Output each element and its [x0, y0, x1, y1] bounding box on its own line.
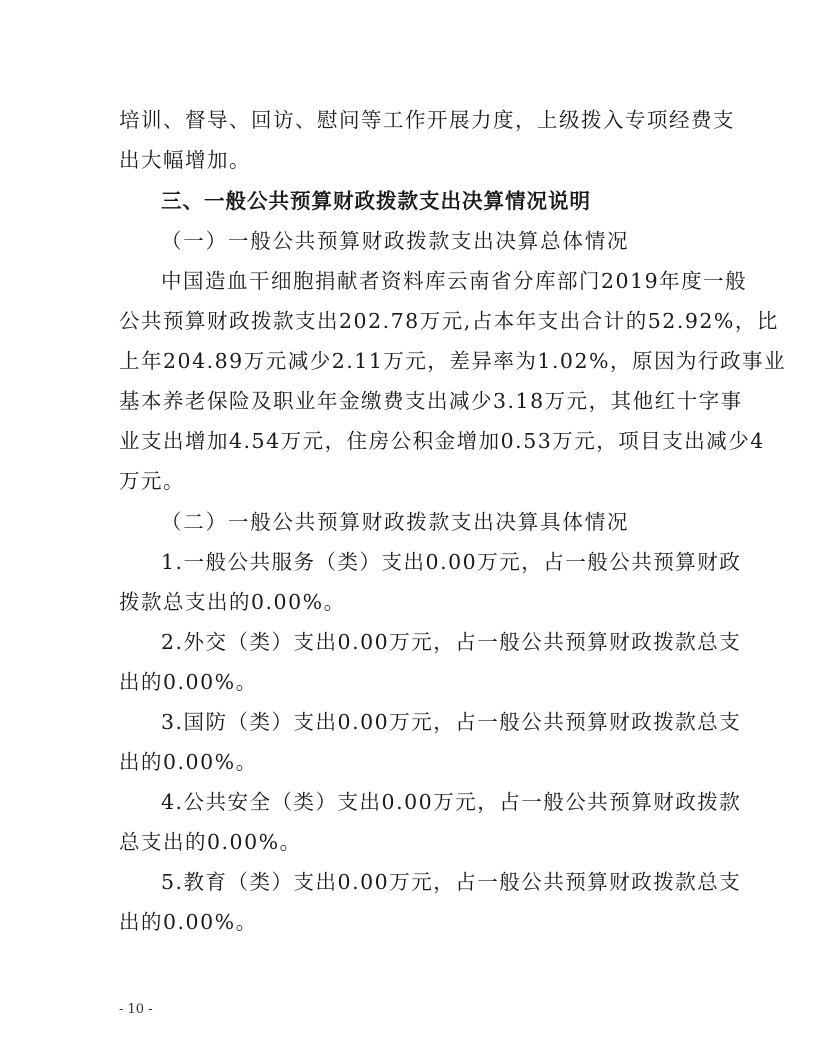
paragraph-line: 出大幅增加。: [119, 148, 251, 172]
paragraph-line: 基本养老保险及职业年金缴费支出减少3.18万元，其他红十字事: [119, 389, 743, 413]
paragraph-line: 中国造血干细胞捐献者资料库云南省分库部门2019年度一般: [161, 269, 748, 293]
list-item-line: 3.国防（类）支出0.00万元，占一般公共预算财政拨款总支: [161, 710, 742, 734]
paragraph-line: 培训、督导、回访、慰问等工作开展力度，上级拨入专项经费支: [119, 108, 735, 132]
section-heading: 三、一般公共预算财政拨款支出决算情况说明: [161, 189, 591, 213]
list-item-line: 5.教育（类）支出0.00万元，占一般公共预算财政拨款总支: [161, 870, 742, 894]
list-item-line: 总支出的0.00%。: [119, 830, 302, 854]
list-item-line: 出的0.00%。: [119, 910, 258, 934]
list-item-line: 拨款总支出的0.00%。: [119, 590, 346, 614]
page-number: - 10 -: [119, 1002, 153, 1017]
paragraph-line: 业支出增加4.54万元，住房公积金增加0.53万元，项目支出减少4: [119, 429, 765, 453]
list-item-line: 出的0.00%。: [119, 670, 258, 694]
list-item-line: 1.一般公共服务（类）支出0.00万元，占一般公共预算财政: [161, 550, 742, 574]
list-item-line: 出的0.00%。: [119, 750, 258, 774]
paragraph-line: 万元。: [119, 469, 185, 493]
paragraph-line: 上年204.89万元减少2.11万元，差异率为1.02%，原因为行政事业: [119, 349, 786, 373]
subsection-heading: （二）一般公共预算财政拨款支出决算具体情况: [161, 510, 630, 534]
list-item-line: 2.外交（类）支出0.00万元，占一般公共预算财政拨款总支: [161, 630, 742, 654]
subsection-heading: （一）一般公共预算财政拨款支出决算总体情况: [161, 229, 630, 253]
paragraph-line: 公共预算财政拨款支出202.78万元,占本年支出合计的52.92%，比: [119, 309, 779, 333]
list-item-line: 4.公共安全（类）支出0.00万元，占一般公共预算财政拨款: [161, 790, 742, 814]
